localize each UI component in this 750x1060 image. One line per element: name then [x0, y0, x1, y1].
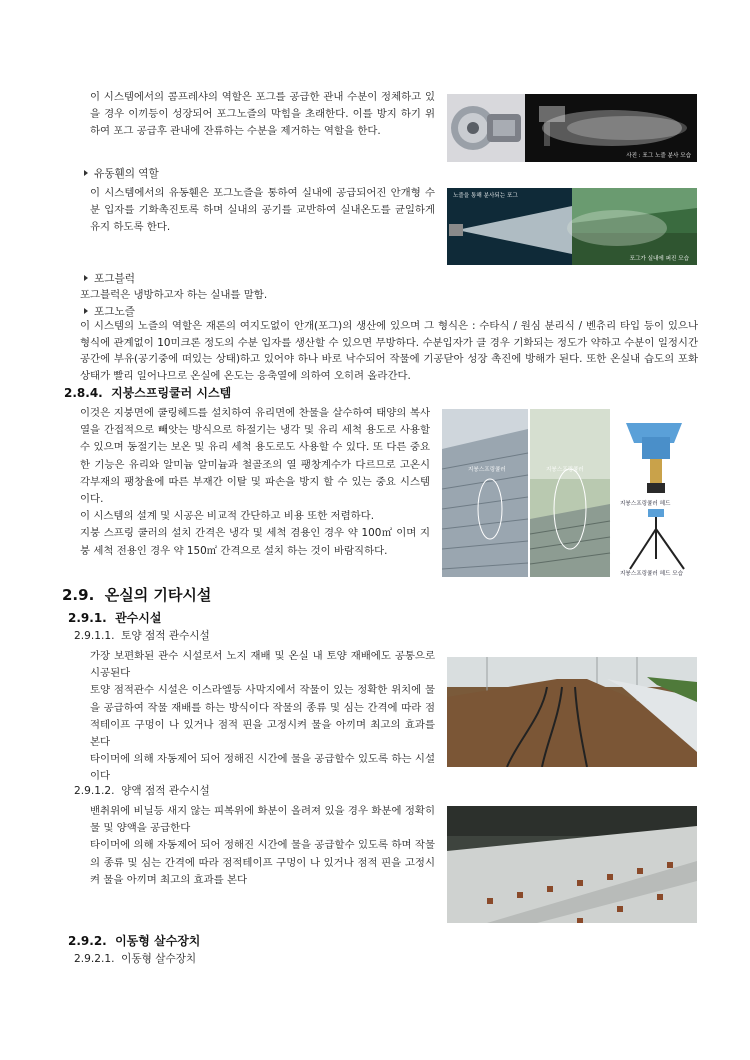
roof-sprinkler-caption-1: 지붕스프링쿨러	[468, 467, 506, 473]
irrigation-title: 2.9.1. 관수시설	[68, 611, 162, 625]
compressor-photo	[447, 94, 697, 162]
roof-sprinkler-p2: 이 시스템의 설계 및 시공은 비교적 간단하고 비용 또한 저렴하다.	[80, 510, 374, 523]
roof-sprinkler-illustration	[442, 409, 698, 577]
roof-sprinkler-p3: 지붕 스프링 쿨러의 설치 간격은 냉각 및 세척 겸용인 경우 약 100㎡ 이며 지붕 세척 전용인 경우 약 150㎡ 간격으로 설치 하는 것이 바람직하다.	[80, 527, 430, 557]
bullet-triangle-icon	[84, 170, 88, 176]
fog-nozzle-heading	[84, 304, 135, 319]
other-facilities-title: 2.9. 온실의 기타시설	[62, 586, 212, 604]
soil-drip-p2: 토양 점적관수 시설은 이스라엘등 사막지에서 작물이 있는 정확한 위치에 물을 공급하여 작물 재배를 하는 방식이다 작물의 종류 및 심는 간격에 따라 점적테이프 구멍이 나 있거나 점적 핀을 고정시켜 물을 아끼며 최고의 효과를 본다	[90, 684, 435, 749]
soil-drip-p1: 가장 보편화된 관수 시설로서 노지 재배 및 온실 내 토양 재배에도 공통으로 시공된다	[90, 650, 435, 680]
fog-block-heading	[84, 271, 135, 286]
nutrient-drip-photo	[447, 806, 697, 923]
soil-drip-photo	[447, 657, 697, 767]
roof-sprinkler-title: 2.8.4. 지붕스프링쿨러 시스템	[64, 386, 232, 400]
compressor-photo-caption: 사진 : 포그 노즐 분사 모습	[626, 153, 691, 159]
fan-photo	[447, 188, 697, 265]
fan-heading	[84, 166, 159, 181]
nutrient-drip-title: 2.9.1.2. 양액 점적 관수시설	[74, 785, 210, 797]
fog-block-heading-text: 포그블럭	[94, 273, 135, 285]
fan-text	[90, 185, 435, 237]
roof-sprinkler-p1: 이것은 지붕면에 쿨링헤드를 설치하여 유리면에 찬물을 살수하여 태양의 복사열을 간접적으로 빼앗는 방식으로 하절기는 냉각 및 유리 세척 용도로 사용할 수 있으며 동절기는 보온 및 유리 세척 용도로도 사용할 수 있다. 또 다른 중요한 기능은 유리와 알미늄 알미늄과 철골조의 열 팽창계수가 다르므로 고온시 각부재의 팽창율에 따른 부재간 이탈 및 파손을 방지 할 수 있는 중요 시스템이다.	[80, 407, 430, 506]
soil-drip-title: 2.9.1.1. 토양 점적 관수시설	[74, 630, 210, 642]
compressor-paragraph: 이 시스템에서의 콤프레샤의 역할은 포그를 공급한 관내 수분이 정체하고 있을 경우 이끼등이 성장되어 포그노즐의 막힘을 초래한다. 이를 방지 하기 위하여 포그 공급후 관내에 잔류하는 수분을 제거하는 역할을 한다.	[90, 91, 435, 138]
nutrient-drip-p2: 타이머에 의해 자동제어 되어 정해진 시간에 물을 공급할수 있도록 하며 작물의 종류 및 심는 간격에 따라 점적테이프 구멍이 나 있거나 점적 핀을 고정시켜 물을 아끼며 최고의 효과를 본다	[90, 839, 435, 886]
fog-block-text: 포그블럭은 냉방하고자 하는 실내를 말함.	[80, 289, 268, 301]
fog-nozzle-heading-text: 포그노즐	[94, 306, 135, 318]
roof-sprinkler-photo	[442, 409, 698, 577]
roof-sprinkler-caption-3: 지붕스프링쿨러 헤드	[620, 501, 671, 507]
fog-nozzle-paragraph: 이 시스템의 노즐의 역할은 재론의 여지도없이 안개(포그)의 생산에 있으며 그 형식은 : 수타식 / 원심 분리식 / 벤츄리 타입 등이 있으나 형식에 관계없이 10미크론 정도의 수분 입자를 생산할 수 있으면 무방하다. 수분입자가 클 경우 기화되는 정도가 약하고 수분이 일정시간 공간에 부유(공기중에 떠있는 상태)하고 있어야 하나 바로 낙수되어 작물에 기공닫아 성장 촉진에 방해가 된다. 또한 온실내 습도의 포화상태가 빨리 일어나므로 온실에 온도는 응축열에 의하여 오히려 올라간다.	[80, 320, 698, 382]
bullet-triangle-icon	[84, 275, 88, 281]
soil-drip-p3: 타이머에 의해 자동제어 되어 정해진 시간에 물을 공급할수 있도록 하는 시설이다	[90, 753, 435, 783]
mobile-sprinkler-title: 2.9.2. 이동형 살수장치	[68, 934, 201, 948]
fog-nozzle-text	[80, 318, 698, 384]
roof-sprinkler-text	[80, 405, 430, 560]
fan-caption-left: 노즐을 통해 분사되는 포그	[453, 193, 518, 199]
soil-drip-text	[90, 648, 435, 786]
mobile-sprinkler-subtitle: 2.9.2.1. 이동형 살수장치	[74, 953, 197, 965]
fan-caption-right: 포그가 실내에 퍼진 모습	[629, 256, 689, 262]
roof-sprinkler-caption-2: 지붕스프링쿨러	[546, 467, 584, 473]
bullet-triangle-icon	[84, 308, 88, 314]
compressor-text	[90, 89, 435, 141]
nutrient-drip-text	[90, 803, 435, 889]
roof-sprinkler-caption-4: 지붕스프링쿨러 헤드 모습	[620, 571, 683, 577]
fan-paragraph: 이 시스템에서의 유동휀은 포그노즐을 통하여 실내에 공급되어진 안개형 수분 입자를 기화촉진토록 하며 실내의 공기를 교반하여 실내온도를 균일하게 유지 하도록 한다.	[90, 187, 435, 234]
nutrient-drip-illustration	[447, 806, 697, 923]
fan-heading-text: 유동휀의 역할	[94, 168, 159, 180]
soil-drip-illustration	[447, 657, 697, 767]
nutrient-drip-p1: 밴취위에 비닐등 새지 않는 피복위에 화분이 올려져 있을 경우 화분에 정확히 물 및 양액을 공급한다	[90, 805, 435, 835]
